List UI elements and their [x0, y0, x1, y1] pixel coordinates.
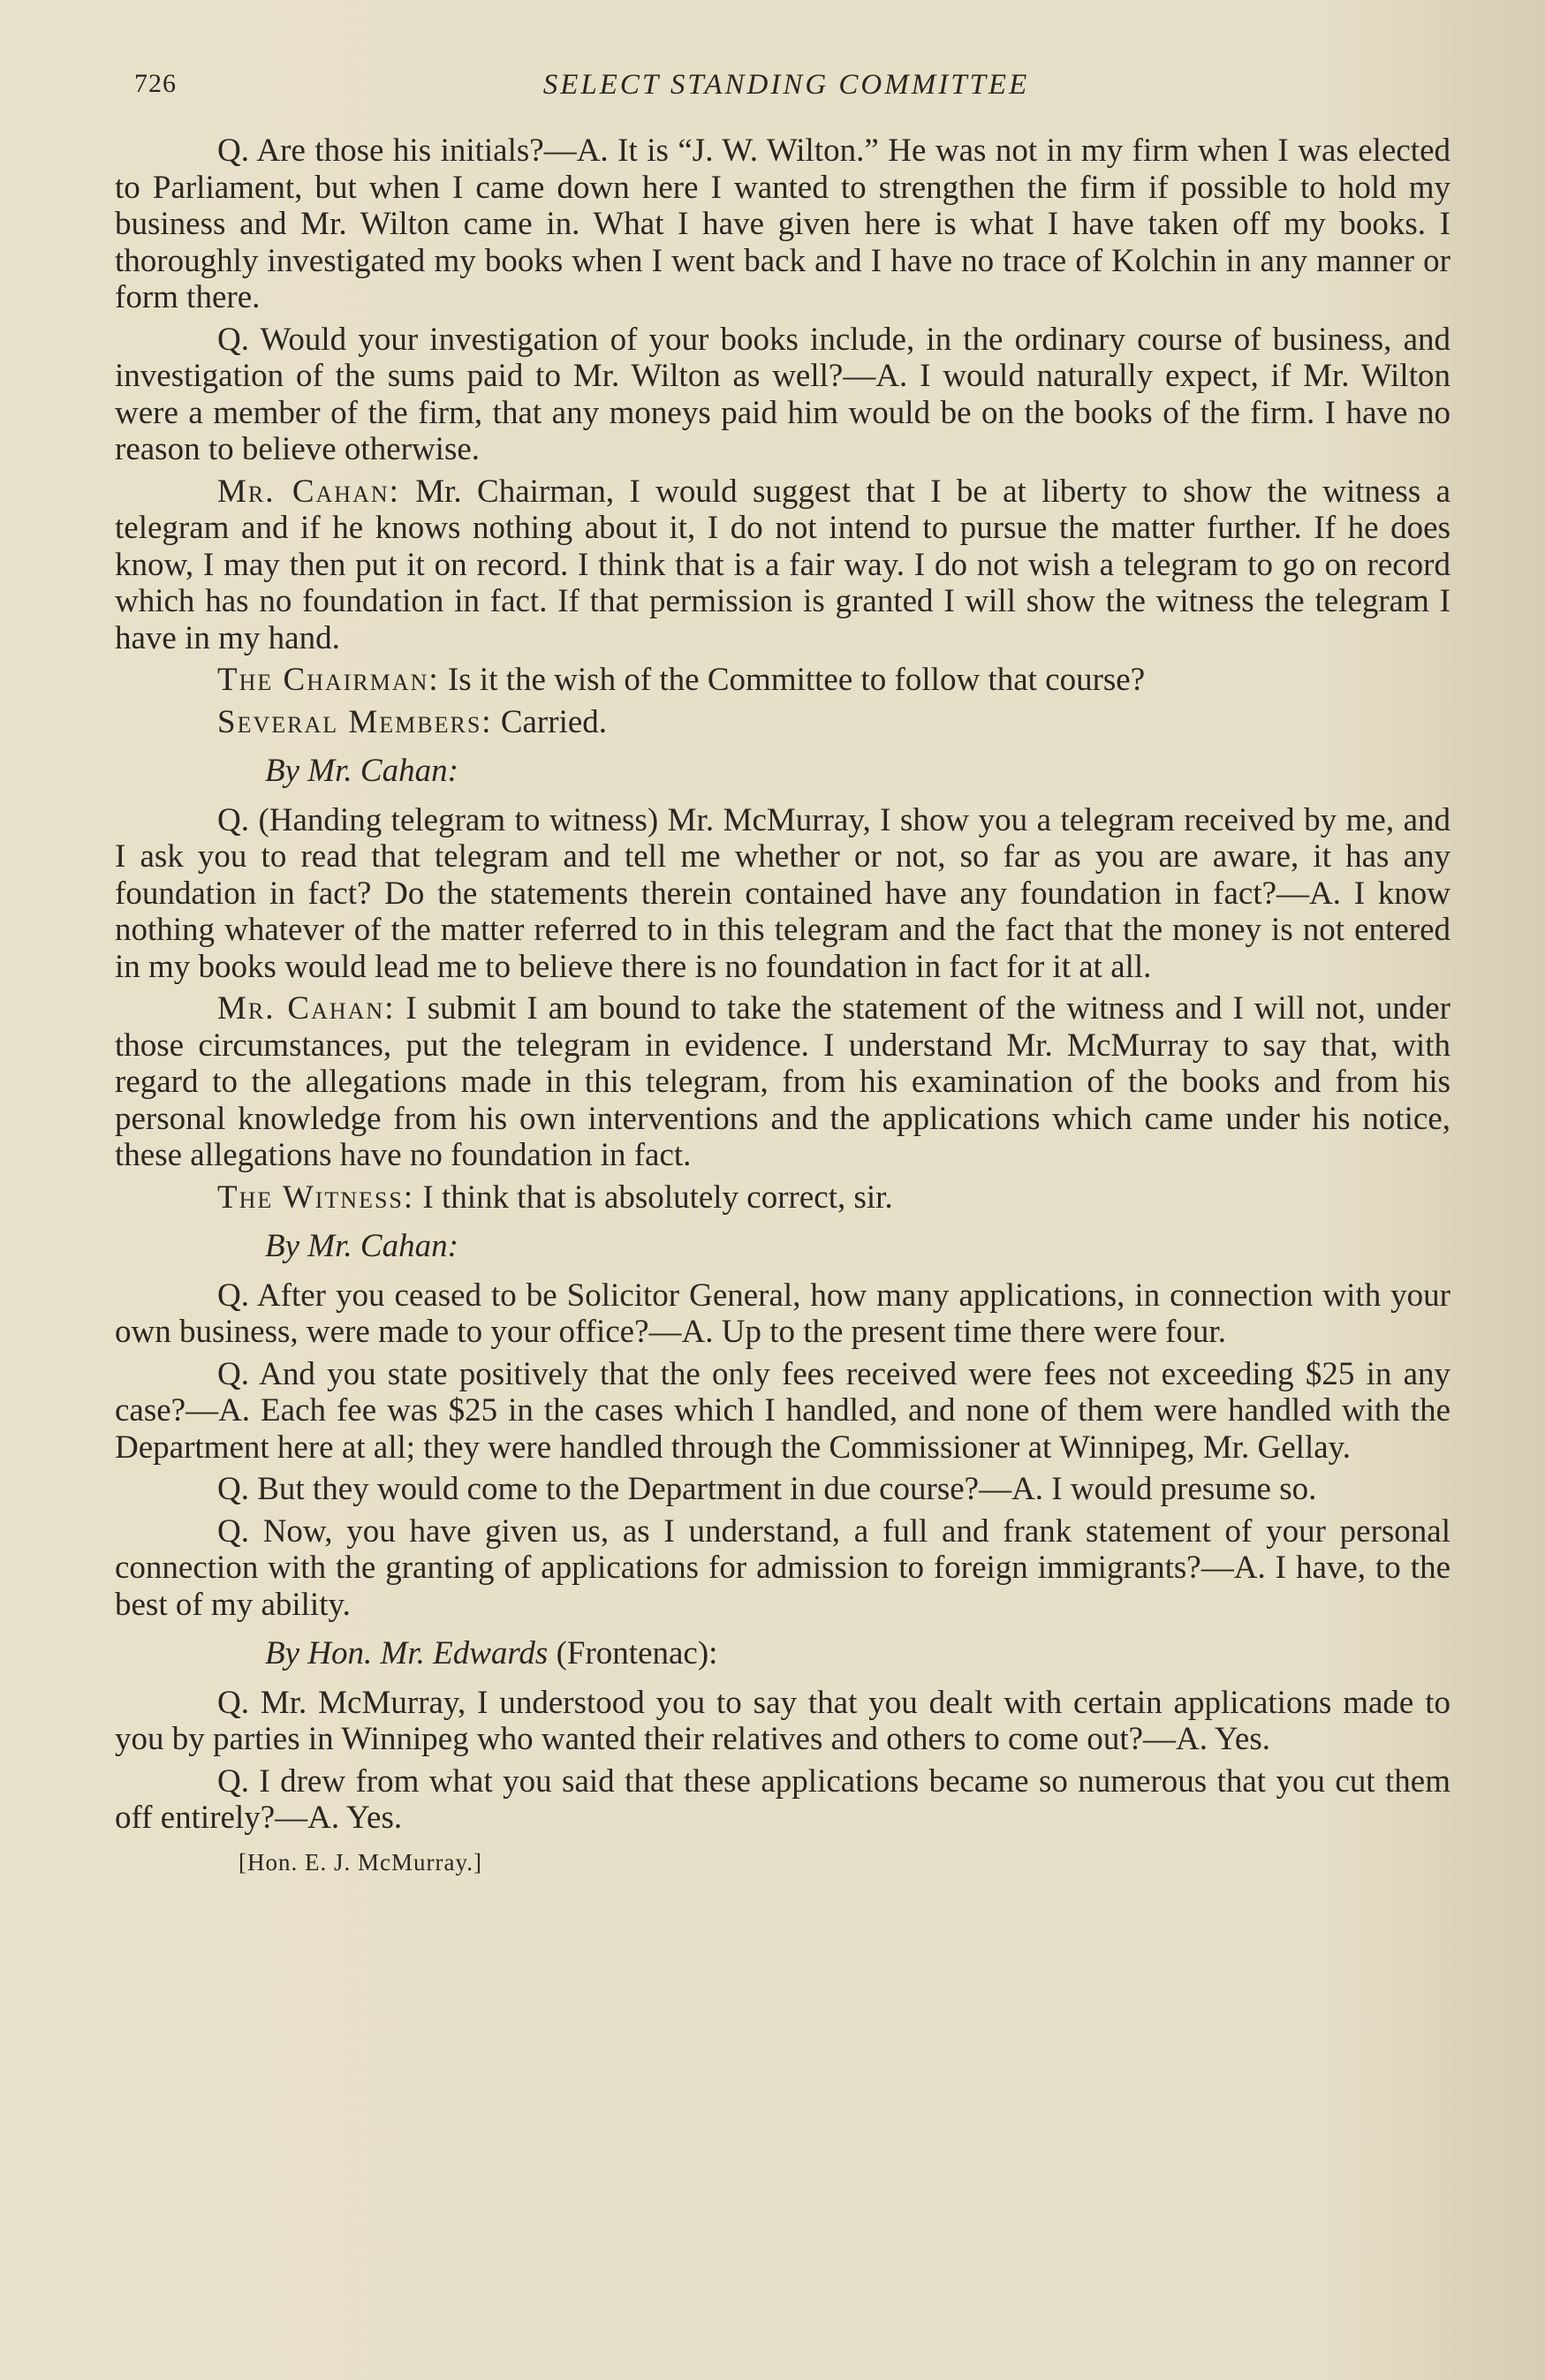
paragraph: Q. Are those his initials?—A. It is “J. W. Wilton.” He was not in my firm when I was elected to Parliament, but when I came down here I wanted to strengthen the firm if possible to hold my business and Mr. Wilton came in. What I have given here is what I have taken off my books. I thoroughly investigated my books when I went back and I have no trace of Kolchin in any manner or form there.: [115, 133, 1450, 315]
examiner-byline: By Mr. Cahan:: [265, 753, 458, 789]
speaker-label: Mr. Cahan:: [217, 990, 396, 1027]
running-title: SELECT STANDING COMMITTEE: [542, 69, 1030, 101]
paragraph: Q. But they would come to the Department in due course?—A. I would presume so.: [217, 1471, 1317, 1507]
paragraph: Q. I drew from what you said that these applications became so numerous that you cut them off entirely?—A. Yes.: [115, 1762, 1450, 1836]
speaker-label: Mr. Cahan:: [217, 473, 400, 510]
paragraph: The Chairman: Is it the wish of the Committee to follow that course?: [217, 662, 1146, 698]
document-body: [115, 133, 1450, 1876]
paragraph: Q. Now, you have given us, as I understand, a full and frank statement of your personal connection with the granting of applications for admission to foreign immigrants?—A. I have, to the best of my ability.: [115, 1512, 1450, 1623]
speaker-label: Several Members:: [217, 703, 493, 740]
paragraph: Several Members: Carried.: [217, 703, 608, 740]
examiner-byline: By Mr. Cahan:: [265, 1228, 458, 1264]
paragraph: Mr. Cahan: Mr. Chairman, I would suggest that I be at liberty to show the witness a telegram and if he knows nothing about it, I do not intend to pursue the matter further. If he does know, I may then put it on record. I think that is a fair way. I do not wish a telegram to go on record which has no foundation in fact. If that permission is granted I will show the witness the telegram I have in my hand.: [115, 473, 1450, 656]
speaker-label: The Chairman:: [217, 662, 440, 698]
paragraph: Q. Mr. McMurray, I understood you to say that you dealt with certain applications made to you by parties in Winnipeg who wanted their relatives and others to come out?—A. Yes.: [115, 1684, 1450, 1757]
paragraph: Mr. Cahan: I submit I am bound to take the statement of the witness and I will not, under those circumstances, put the telegram in evidence. I understand Mr. McMurray to say that, with regard to the allegations made in this telegram, from his examination of the books and from his personal knowledge from his own interventions and the applications which came under his notice, these allegations have no foundation in fact.: [115, 990, 1450, 1173]
page-footer: [Hon. E. J. McMurray.]: [239, 1848, 482, 1876]
paragraph: Q. And you state positively that the only fees received were fees not exceeding $25 in any case?—A. Each fee was $25 in the cases which I handled, and none of them were handled with the Department here at all; they were handled through the Commissioner at Winnipeg, Mr. Gellay.: [115, 1355, 1450, 1466]
page-number: 726: [134, 69, 177, 98]
paragraph: Q. (Handing telegram to witness) Mr. McMurray, I show you a telegram received by me, and I ask you to read that telegram and tell me whether or not, so far as you are aware, it has any foundation in fact? Do the statements therein contained have any foundation in fact?—A. I know nothing whatever of the matter referred to in this telegram and the fact that the money is not entered in my books would lead me to believe there is no foundation in fact for it at all.: [115, 801, 1450, 985]
page-header: [115, 69, 1458, 113]
paragraph: Q. Would your investigation of your books include, in the ordinary course of business, and investigation of the sums paid to Mr. Wilton as well?—A. I would naturally expect, if Mr. Wilton were a member of the firm, that any moneys paid him would be on the books of the firm. I have no reason to believe otherwise.: [115, 321, 1450, 467]
speaker-label: The Witness:: [217, 1179, 415, 1216]
examiner-byline: By Hon. Mr. Edwards (Frontenac):: [265, 1635, 718, 1671]
paragraph: Q. After you ceased to be Solicitor General, how many applications, in connection with your own business, were made to your office?—A. Up to the present time there were four.: [115, 1277, 1450, 1350]
paragraph: The Witness: I think that is absolutely correct, sir.: [217, 1179, 893, 1216]
